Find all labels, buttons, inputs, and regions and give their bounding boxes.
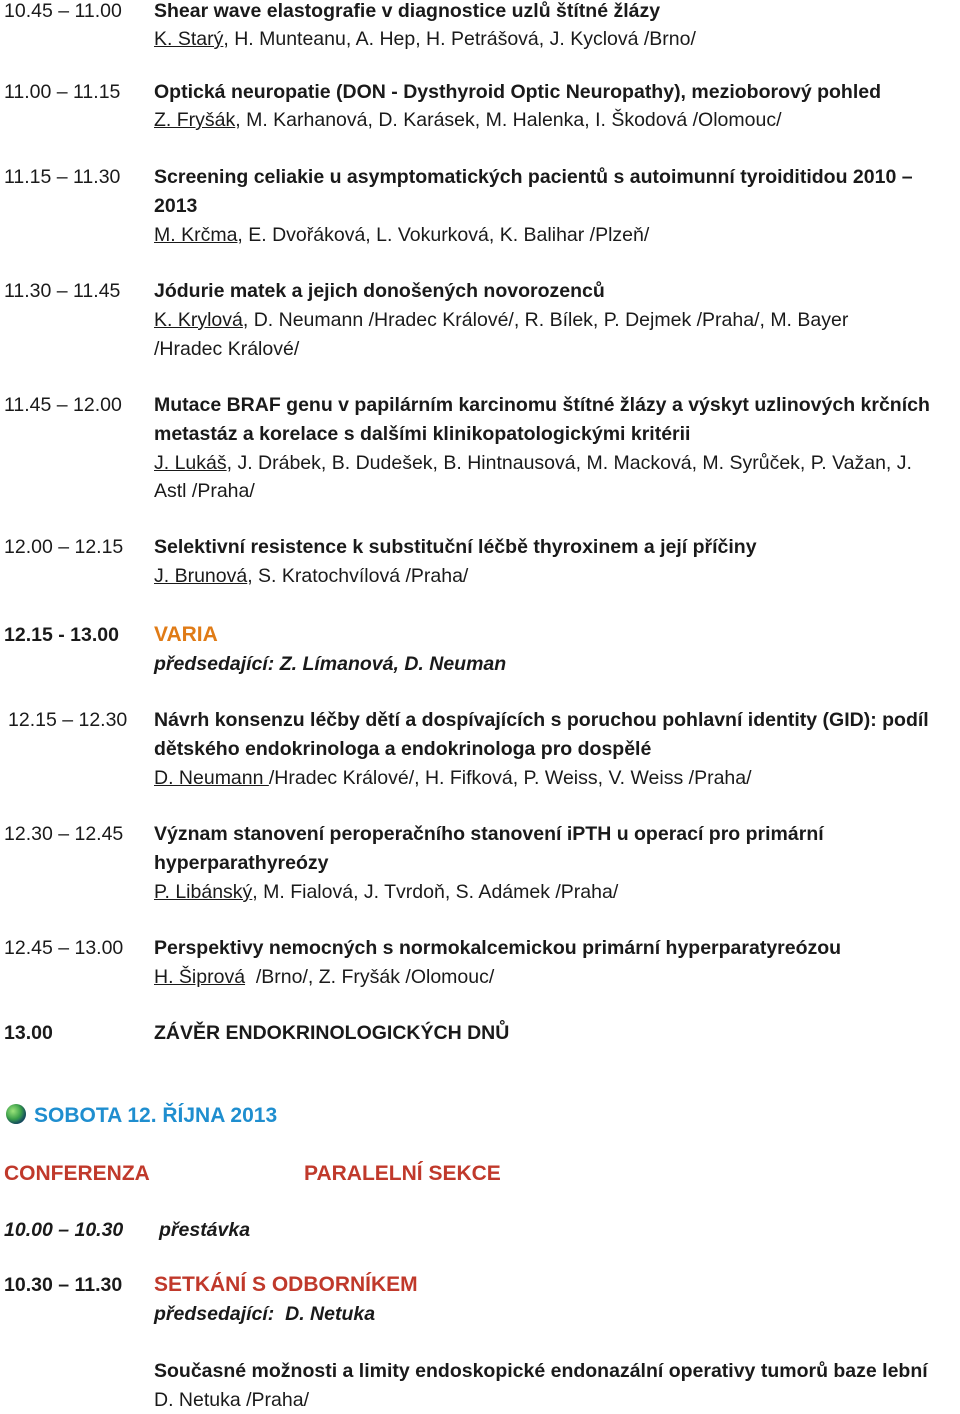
coauthors: , M. Fialová, J. Tvrdoň, S. Adámek /Praha/ — [252, 881, 619, 903]
session-time: 12.30 – 12.45 — [4, 823, 124, 845]
session-title: Screening celiakie u asymptomatických pacientů s autoimunní tyroiditidou 2010 – — [154, 166, 913, 188]
varia-heading: VARIA — [154, 623, 218, 646]
session-time: 12.45 – 13.00 — [4, 937, 124, 959]
session-title: Selektivní resistence k substituční léčbě thyroxinem a její příčiny — [154, 536, 757, 558]
coauthors: /Brno/, Z. Fryšák /Olomouc/ — [245, 966, 495, 988]
presenter-name: H. Šiprová — [154, 966, 246, 988]
break-time: 10.00 – 10.30 — [4, 1219, 124, 1241]
session-time: 11.00 – 11.15 — [4, 81, 121, 103]
session-authors — [154, 963, 494, 991]
coauthors: , H. Munteanu, A. Hep, H. Petrášová, J. Kyclová /Brno/ — [223, 28, 696, 50]
session-authors — [154, 449, 912, 477]
day-heading: SOBOTA 12. ŘÍJNA 2013 — [34, 1104, 278, 1127]
varia-chair: předsedající: Z. Límanová, D. Neuman — [154, 653, 507, 675]
session-authors — [154, 106, 782, 134]
presenter-name: J. Brunová — [154, 565, 248, 587]
session-time: 11.30 – 11.45 — [4, 280, 121, 302]
session-title-cont: metastáz a korelace s dalšími klinikopatologickými kritérii — [154, 423, 691, 445]
session-authors — [154, 878, 618, 906]
session-authors — [154, 562, 468, 590]
meeting-time: 10.30 – 11.30 — [4, 1274, 123, 1296]
presenter-name: D. Neumann — [154, 767, 269, 789]
presenter-name: Z. Fryšák — [154, 109, 236, 131]
presenter-name: M. Krčma — [154, 224, 238, 246]
presenter-name: P. Libánský — [154, 881, 253, 903]
coauthors: , E. Dvořáková, L. Vokurková, K. Balihar /Plzeň/ — [237, 224, 650, 246]
session-authors-cont: Astl /Praha/ — [154, 480, 255, 502]
closing-label: ZÁVĚR ENDOKRINOLOGICKÝCH DNŮ — [154, 1022, 510, 1044]
column-heading-left: CONFERENZA — [4, 1162, 150, 1185]
session-authors — [154, 25, 696, 53]
session-authors — [154, 306, 848, 334]
session-title: Návrh konsenzu léčby dětí a dospívajících s poruchou pohlavní identity (GID): podíl — [154, 709, 929, 731]
session-title: Shear wave elastografie v diagnostice uzlů štítné žlázy — [154, 0, 661, 22]
meeting-chair: předsedající: D. Netuka — [154, 1303, 376, 1325]
coauthors: , M. Karhanová, D. Karásek, M. Halenka, I. Škodová /Olomouc/ — [235, 109, 782, 131]
session-time: 11.15 – 11.30 — [4, 166, 121, 188]
presenter-name: K. Starý — [154, 28, 224, 50]
session-title: Význam stanovení peroperačního stanovení iPTH u operací pro primární — [154, 823, 824, 845]
meeting-heading: SETKÁNÍ S ODBORNÍKEM — [154, 1273, 418, 1296]
coauthors: /Hradec Králové/, H. Fifková, P. Weiss, V. Weiss /Praha/ — [268, 767, 752, 789]
session-title-cont: 2013 — [154, 195, 198, 217]
presenter-name: K. Krylová — [154, 309, 243, 331]
coauthors: , J. Drábek, B. Dudešek, B. Hintnausová, M. Macková, M. Syrůček, P. Važan, J. — [226, 452, 912, 474]
session-title-cont: dětského endokrinologa a endokrinologa pro dospělé — [154, 738, 652, 760]
session-title: Optická neuropatie (DON - Dysthyroid Optic Neuropathy), mezioborový pohled — [154, 81, 881, 103]
column-heading-right: PARALELNÍ SEKCE — [304, 1162, 501, 1185]
break-label: přestávka — [159, 1219, 251, 1241]
session-title: Jódurie matek a jejich donošených novorozenců — [154, 280, 605, 302]
session-authors — [154, 221, 649, 249]
session-authors — [154, 764, 752, 792]
presenter-name: J. Lukáš — [154, 452, 227, 474]
coauthors: , D. Neumann /Hradec Králové/, R. Bílek, P. Dejmek /Praha/, M. Bayer — [242, 309, 849, 331]
session-authors: D. Netuka /Praha/ — [154, 1389, 309, 1411]
coauthors: , S. Kratochvílová /Praha/ — [247, 565, 469, 587]
session-time: 11.45 – 12.00 — [4, 394, 122, 416]
session-time: 12.00 – 12.15 — [4, 536, 124, 558]
session-time: 12.15 – 12.30 — [8, 709, 128, 731]
varia-time: 12.15 - 13.00 — [4, 624, 119, 646]
session-title: Perspektivy nemocných s normokalcemickou primární hyperparatyreózou — [154, 937, 842, 959]
session-title-cont: hyperparathyreózy — [154, 852, 329, 874]
globe-icon — [6, 1104, 26, 1124]
session-authors-cont: /Hradec Králové/ — [154, 338, 300, 360]
session-time: 10.45 – 11.00 — [4, 0, 122, 22]
closing-time: 13.00 — [4, 1022, 53, 1044]
session-title: Současné možnosti a limity endoskopické endonazální operativy tumorů baze lební — [154, 1360, 928, 1382]
session-title: Mutace BRAF genu v papilárním karcinomu štítné žlázy a výskyt uzlinových krčních — [154, 394, 930, 416]
